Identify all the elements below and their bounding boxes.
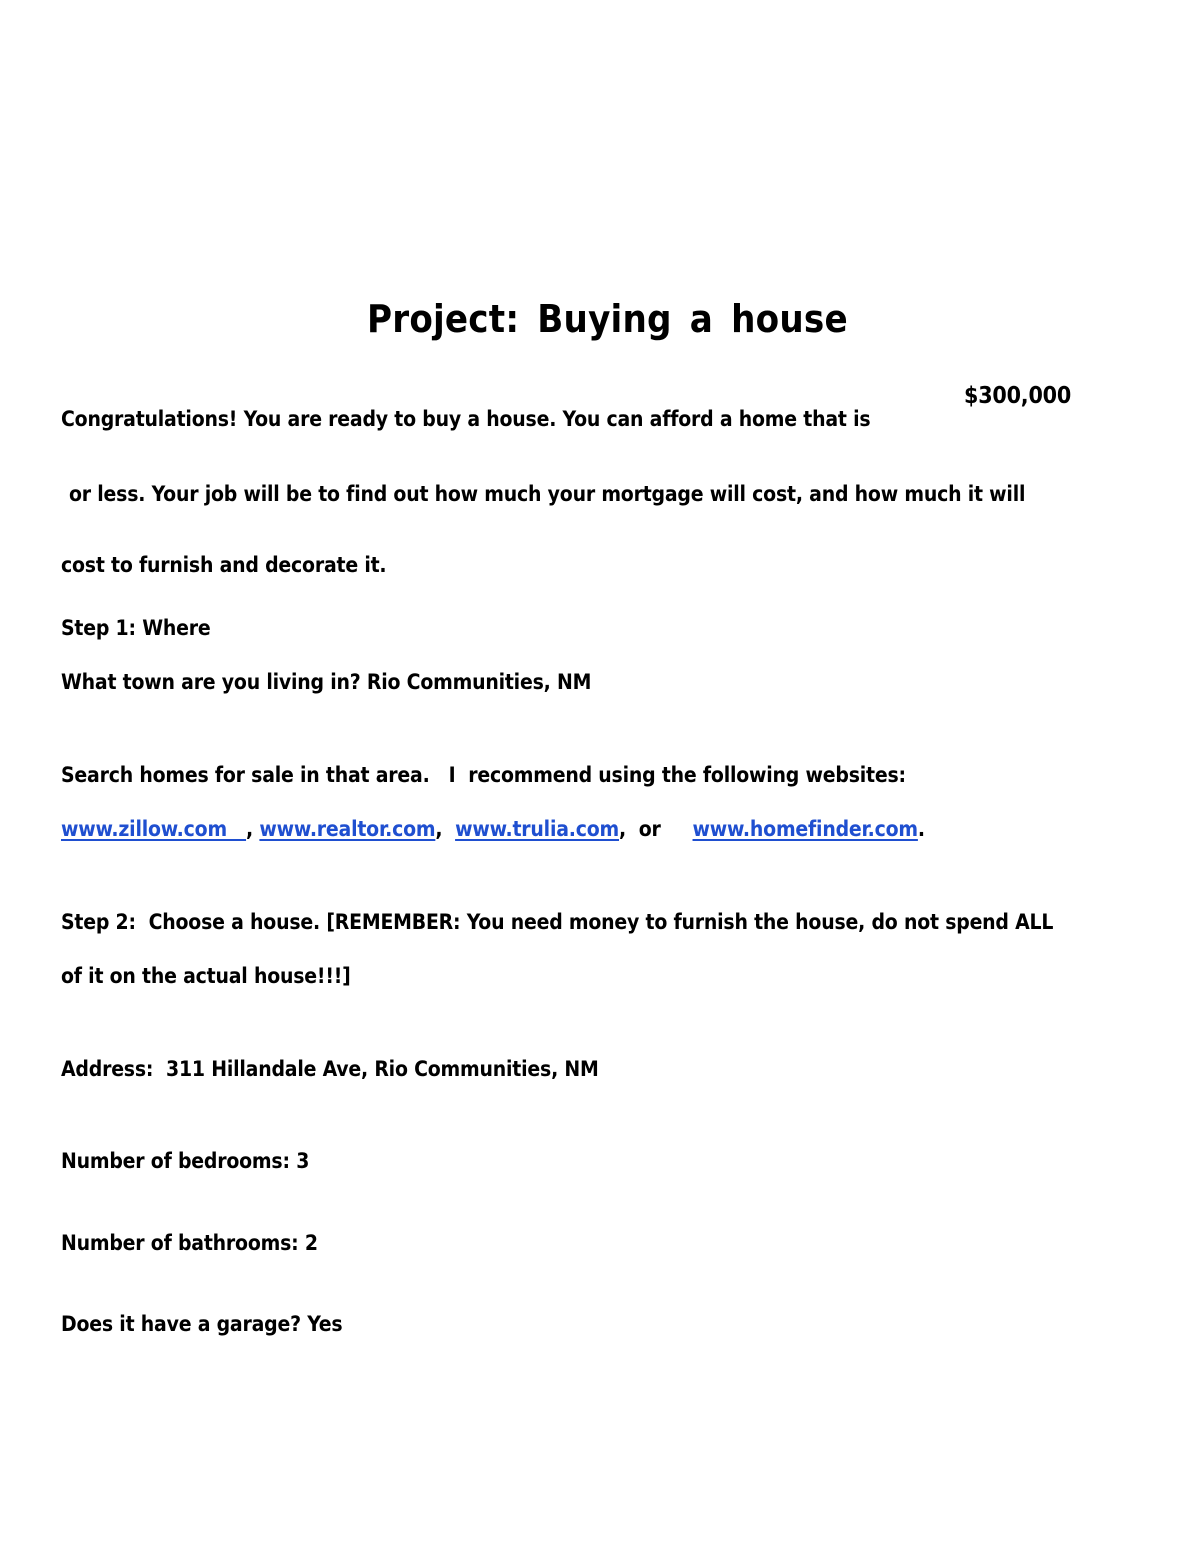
intro-line-2: or less. Your job will be to find out how much your mortgage will cost, and how much it will xyxy=(69,482,1026,506)
town-question: What town are you living in? xyxy=(61,670,361,694)
bathrooms-row xyxy=(61,1230,318,1256)
step2-line-2: of it on the actual house!!!] xyxy=(61,964,351,988)
website-links xyxy=(61,816,925,842)
search-instructions: Search homes for sale in that area. I recommend using the following websites: xyxy=(61,763,906,787)
step1-heading: Step 1: Where xyxy=(61,616,211,640)
step2-line-1: Step 2: Choose a house. [REMEMBER: You need money to furnish the house, do not spend ALL xyxy=(61,910,1054,934)
page-title: Project: Buying a house xyxy=(367,297,848,341)
bathrooms-value: 2 xyxy=(304,1231,318,1255)
intro-line-1: Congratulations! You are ready to buy a house. You can afford a home that is xyxy=(61,407,871,431)
homefinder-link[interactable]: www.homefinder.com xyxy=(692,817,918,841)
address-label: Address: xyxy=(61,1057,154,1081)
bathrooms-label: Number of bathrooms: xyxy=(61,1231,299,1255)
address-row xyxy=(61,1056,599,1082)
bedrooms-label: Number of bedrooms: xyxy=(61,1149,290,1173)
link-separator: , xyxy=(246,817,260,841)
address-value: 311 Hillandale Ave, Rio Communities, NM xyxy=(166,1057,599,1081)
link-separator: , or xyxy=(619,817,693,841)
garage-label: Does it have a garage? xyxy=(61,1312,301,1336)
realtor-link[interactable]: www.realtor.com xyxy=(259,817,436,841)
trulia-link[interactable]: www.trulia.com xyxy=(455,817,620,841)
zillow-link[interactable]: www.zillow.com xyxy=(61,817,247,841)
link-separator: , xyxy=(435,817,456,841)
link-period: . xyxy=(917,817,925,841)
bedrooms-row xyxy=(61,1148,309,1174)
town-answer: Rio Communities, NM xyxy=(366,670,592,694)
budget-amount: $300,000 xyxy=(964,383,1072,409)
garage-value: Yes xyxy=(307,1312,343,1336)
town-row xyxy=(61,669,591,695)
garage-row xyxy=(61,1311,342,1337)
intro-line-3: cost to furnish and decorate it. xyxy=(61,553,387,577)
bedrooms-value: 3 xyxy=(296,1149,310,1173)
